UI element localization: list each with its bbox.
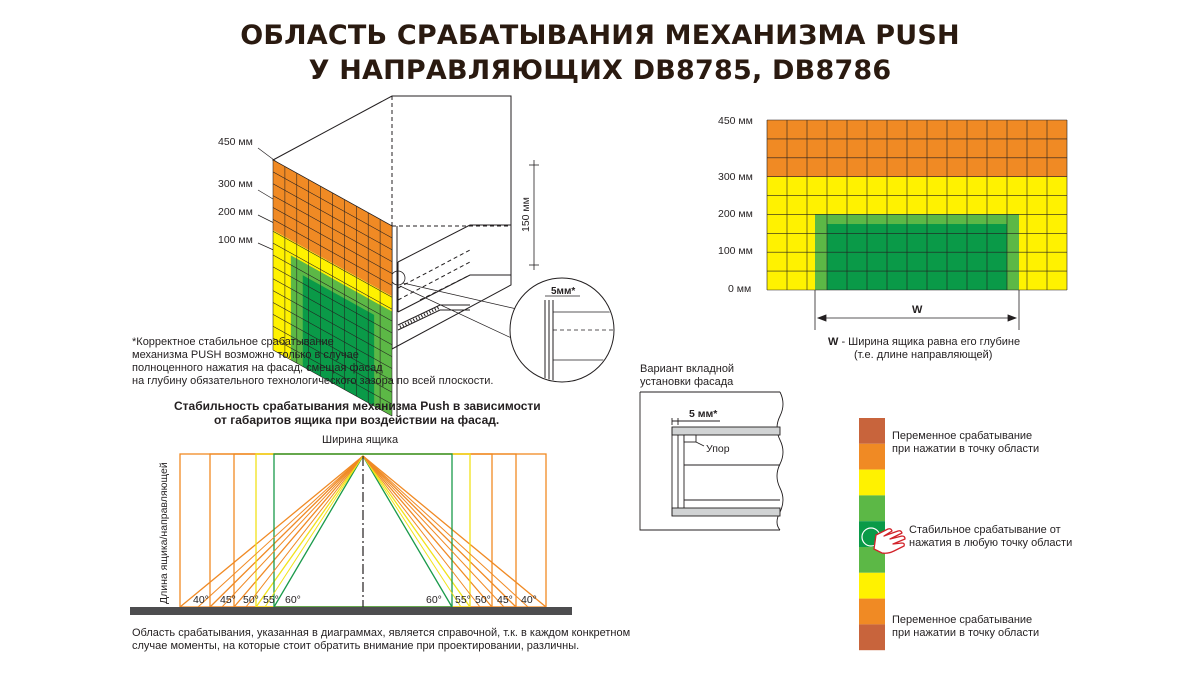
angle-left-45: 45°	[220, 594, 236, 606]
angle-right-50: 50°	[475, 594, 491, 606]
gap-detail-label: 5мм*	[551, 286, 576, 297]
length-label: Длина ящика/направляющей	[158, 462, 170, 604]
grid-caption-2: (т.е. длине направляющей)	[854, 349, 993, 361]
page-title-line1: ОБЛАСТЬ СРАБАТЫВАНИЯ МЕХАНИЗМА PUSH	[240, 20, 960, 51]
legend-segment-8	[859, 624, 885, 650]
grid-level-100: 100 мм	[718, 245, 753, 257]
cabinet-note-2: механизма PUSH возможно только в случае	[132, 349, 359, 361]
cabinet-level-100: 100 мм	[218, 234, 253, 246]
inset-stop-label: Упор	[706, 443, 730, 455]
stability-title-1: Стабильность срабатывания механизма Push в зависимости	[174, 399, 541, 413]
angle-right-55: 55°	[455, 594, 471, 606]
legend-stable-b: нажатия в любую точку области	[909, 537, 1073, 549]
angle-left-40: 40°	[193, 594, 209, 606]
legend-variable-1b: при нажатии в точку области	[892, 443, 1040, 455]
cabinet-level-450: 450 мм	[218, 136, 253, 148]
inset-title-2: установки фасада	[640, 376, 734, 388]
grid-level-0: 0 мм	[728, 283, 752, 295]
angle-left-60: 60°	[285, 594, 301, 606]
grid-caption-1: W - Ширина ящика равна его глубине	[828, 336, 1021, 348]
legend-segment-7	[859, 599, 885, 625]
cabinet-level-300: 300 мм	[218, 178, 253, 190]
grid-level-450: 450 мм	[718, 115, 753, 127]
legend-variable-2a: Переменное срабатывание	[892, 614, 1033, 626]
cabinet-note-4: на глубину обязательного технологического зазора по всей плоскости.	[132, 375, 494, 387]
width-label: Ширина ящика	[322, 434, 399, 446]
footnote-1: Область срабатывания, указанная в диаграммах, является справочной, т.к. в каждом конкретном	[132, 627, 631, 639]
angle-left-55: 55°	[263, 594, 279, 606]
legend-variable-1a: Переменное срабатывание	[892, 430, 1033, 442]
angle-right-60: 60°	[426, 594, 442, 606]
legend-segment-2	[859, 470, 885, 496]
cabinet-note-1: *Корректное стабильное срабатывание	[132, 336, 334, 348]
angle-right-40: 40°	[521, 594, 537, 606]
legend-segment-6	[859, 573, 885, 599]
inset-gap-label: 5 мм*	[689, 408, 718, 420]
w-dimension-label: W	[912, 304, 923, 316]
dim-150-label: 150 мм	[520, 197, 532, 232]
cabinet-level-200: 200 мм	[218, 206, 253, 218]
legend-stable-a: Стабильное срабатывание от	[909, 524, 1061, 536]
legend-segment-1	[859, 444, 885, 470]
cabinet-note-3: полноценного нажатия на фасад, смещая фасад	[132, 362, 383, 374]
page-title-line2: У НАПРАВЛЯЮЩИХ DB8785, DB8786	[308, 55, 892, 86]
inset-title-1: Вариант вкладной	[640, 363, 735, 375]
angle-right-45: 45°	[497, 594, 513, 606]
footnote-2: случае моменты, на которые стоит обратить внимание при проектировании, различны.	[132, 640, 580, 652]
grid-level-200: 200 мм	[718, 208, 753, 220]
legend-segment-3	[859, 495, 885, 521]
stability-title-2: от габаритов ящика при воздействии на фасад.	[214, 413, 500, 427]
legend-segment-0	[859, 418, 885, 444]
legend-variable-2b: при нажатии в точку области	[892, 627, 1040, 639]
angle-left-50: 50°	[243, 594, 259, 606]
grid-level-300: 300 мм	[718, 171, 753, 183]
